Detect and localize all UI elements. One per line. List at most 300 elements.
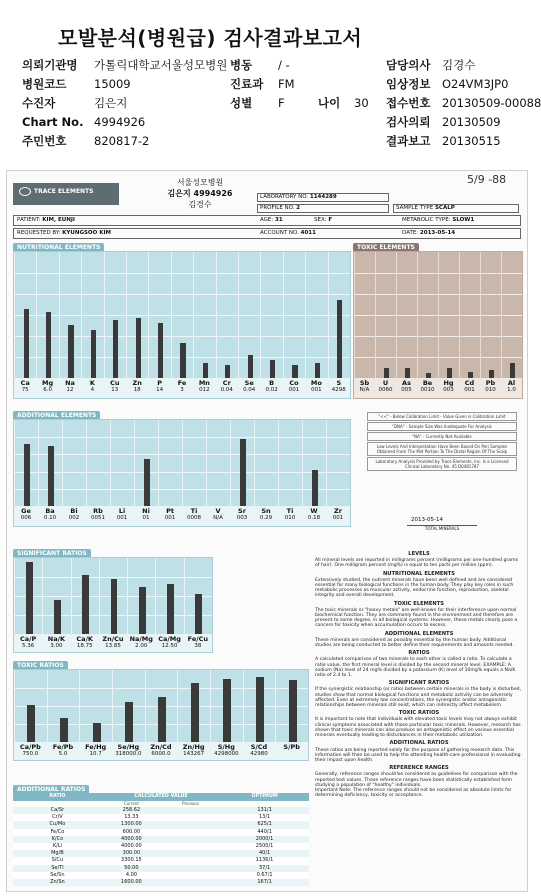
- table-cell: 0.67/1: [256, 871, 273, 878]
- gridline: [481, 273, 501, 274]
- element-symbol: Zr: [334, 507, 342, 515]
- table-row: [13, 843, 309, 850]
- gridline: [149, 294, 170, 295]
- field-label: 수진자: [22, 96, 56, 110]
- gridline: [111, 454, 134, 455]
- date-label: DATE:: [402, 230, 419, 236]
- table-cell: 4.00: [125, 871, 137, 878]
- data-bar: [225, 365, 230, 378]
- profile-label: PROFILE NO.: [260, 205, 295, 211]
- chart-column: [127, 558, 155, 634]
- element-value: 18: [133, 387, 141, 393]
- gridline: [15, 688, 47, 689]
- gridline: [87, 437, 110, 438]
- chart-column: [177, 670, 210, 742]
- gridline: [397, 357, 417, 358]
- element-value: 12.50: [161, 643, 178, 649]
- gridline: [207, 472, 230, 473]
- element-symbol: As: [402, 379, 411, 387]
- gridline: [329, 294, 350, 295]
- metabolic-type: SLOW1: [452, 217, 475, 223]
- ward-value: / -: [278, 58, 290, 72]
- gridline: [217, 315, 238, 316]
- table-cell: Mg/B: [51, 850, 64, 857]
- gridline: [183, 489, 206, 490]
- element-value: 14: [156, 387, 164, 393]
- gridline: [481, 336, 501, 337]
- gridline: [239, 294, 260, 295]
- gridline: [217, 294, 238, 295]
- gridline: [37, 273, 58, 274]
- element-symbol: Se/Hg: [117, 743, 140, 751]
- table-header-cell: CALCULATED VALUE: [134, 794, 188, 799]
- table-cell: [161, 836, 220, 843]
- account-number: 4011: [300, 230, 316, 236]
- clinical-info-value: O24VM3JP0: [442, 77, 509, 91]
- chart-column: [438, 252, 459, 378]
- element-value: 750.0: [22, 751, 39, 757]
- data-bar: [468, 372, 473, 378]
- field-label: 결과보고: [386, 134, 431, 148]
- gridline: [111, 489, 134, 490]
- table-cell: 2000/1: [255, 835, 274, 842]
- chart-column: [283, 252, 305, 378]
- element-value: 001: [164, 515, 176, 521]
- element-value: 0051: [91, 515, 105, 521]
- table-cell: [161, 829, 220, 836]
- chart-column: [396, 252, 417, 378]
- element-symbol: S/Hg: [217, 743, 235, 751]
- sex: F: [328, 217, 333, 223]
- element-symbol: Ca/Mg: [158, 635, 181, 643]
- gridline: [60, 273, 81, 274]
- gridline: [185, 577, 212, 578]
- table-row: [13, 865, 309, 872]
- element-symbol: Zn/Cd: [150, 743, 172, 751]
- table-cell: K/Co: [51, 835, 64, 842]
- gridline: [306, 315, 327, 316]
- requested-label: REQUESTED BY:: [17, 230, 61, 236]
- table-cell: 50.00: [124, 864, 139, 871]
- gridline: [303, 454, 326, 455]
- chart-column: [275, 670, 308, 742]
- additional-heading: ADDITIONAL ELEMENTS: [384, 630, 454, 637]
- gridline: [376, 294, 396, 295]
- gridline: [502, 357, 522, 358]
- gridline: [100, 577, 127, 578]
- sample-label: SAMPLE TYPE: [396, 205, 434, 211]
- chart-column: [14, 420, 38, 506]
- element-value: 002: [68, 515, 80, 521]
- element-symbol: Rb: [93, 507, 103, 515]
- gridline: [183, 437, 206, 438]
- element-symbol: Sb: [359, 379, 370, 387]
- data-bar: [256, 677, 264, 742]
- element-symbol: Ge: [21, 507, 31, 515]
- chart-column: [254, 420, 278, 506]
- toxic-ratios-chart: [13, 669, 309, 761]
- section-additional-ratios: ADDITIONAL RATIOS: [13, 785, 89, 794]
- additional-ratios-table: [13, 793, 309, 889]
- gridline: [87, 454, 110, 455]
- gridline: [355, 336, 375, 337]
- chart-column: [99, 558, 127, 634]
- chart-column: [110, 420, 134, 506]
- chart-column: [104, 252, 126, 378]
- gridline: [63, 437, 86, 438]
- gridline: [183, 454, 206, 455]
- gridline: [303, 437, 326, 438]
- table-cell: [161, 879, 220, 886]
- gridline: [502, 315, 522, 316]
- gridline: [261, 315, 282, 316]
- element-symbol: P: [157, 379, 162, 387]
- gridline: [15, 273, 36, 274]
- data-bar: [167, 584, 174, 634]
- data-bar: [426, 373, 431, 378]
- element-value: 0.04: [220, 387, 233, 393]
- chart-column: [36, 252, 58, 378]
- logo-icon: [19, 187, 31, 196]
- element-symbol: Mo: [310, 379, 322, 387]
- lab-date: 2013-05-14: [419, 230, 456, 236]
- element-value: 1.0: [507, 387, 516, 393]
- chart-column: [86, 420, 110, 506]
- element-value: 001: [464, 387, 475, 393]
- element-value: 0.04: [243, 387, 256, 393]
- gridline: [48, 688, 80, 689]
- section-additional: ADDITIONAL ELEMENTS: [13, 411, 100, 420]
- element-symbol: Be: [422, 379, 433, 387]
- table-cell: [161, 843, 220, 850]
- gridline: [194, 294, 215, 295]
- table-cell: Cr/V: [52, 814, 63, 821]
- element-value: 005: [401, 387, 412, 393]
- gridline: [306, 273, 327, 274]
- gridline: [306, 336, 327, 337]
- data-bar: [312, 470, 318, 506]
- chart-column: [14, 670, 47, 742]
- result-date-value: 20130515: [442, 134, 501, 148]
- element-symbol: Ba: [45, 507, 55, 515]
- data-bar: [158, 323, 163, 378]
- element-value: 4: [90, 387, 95, 393]
- table-row: [13, 814, 309, 821]
- gridline: [439, 315, 459, 316]
- table-cell: 167/1: [257, 878, 272, 885]
- gridline: [207, 437, 230, 438]
- gridline: [261, 336, 282, 337]
- legend-item: "NA" - Currently Not Available: [367, 432, 517, 441]
- gridline: [127, 273, 148, 274]
- table-cell: 4000.00: [121, 842, 142, 849]
- element-symbol: Sr: [238, 507, 246, 515]
- gridline: [439, 336, 459, 337]
- element-value: 5.0: [58, 751, 68, 757]
- data-bar: [54, 600, 61, 634]
- field-label: 임상정보: [386, 77, 431, 91]
- element-symbol: Ti: [190, 507, 198, 515]
- data-bar: [195, 594, 202, 634]
- gridline: [481, 357, 501, 358]
- data-bar: [315, 363, 320, 378]
- gridline: [39, 437, 62, 438]
- gridline: [63, 489, 86, 490]
- element-symbol: K: [89, 379, 95, 387]
- table-cell: K/Li: [52, 842, 62, 849]
- ref-note: Important Note: The reference ranges should not be considered as absolute limits for determining deficiency, toxicity or acceptance.: [315, 787, 512, 799]
- nutritional-chart: [13, 251, 351, 399]
- chart-column: [459, 252, 480, 378]
- gridline: [327, 454, 350, 455]
- chart-column: [243, 670, 276, 742]
- report-title: 모발분석(병원급) 검사결과보고서: [58, 26, 363, 50]
- element-symbol: U: [382, 379, 389, 387]
- chart-column: [79, 670, 112, 742]
- report-header-fields: [22, 58, 541, 150]
- field-label: 의뢰기관명: [22, 58, 78, 72]
- chart-column: [112, 670, 145, 742]
- data-bar: [248, 355, 253, 378]
- gridline: [128, 577, 155, 578]
- table-cell: 1600.00: [121, 878, 142, 885]
- element-symbol: Mn: [198, 379, 210, 387]
- gridline: [255, 454, 278, 455]
- chart-column: [126, 252, 148, 378]
- element-symbol: Na/K: [47, 635, 66, 643]
- gridline: [397, 336, 417, 337]
- nutritional-heading: NUTRITIONAL ELEMENTS: [382, 570, 456, 577]
- element-symbol: Ca/P: [19, 635, 37, 643]
- gridline: [418, 273, 438, 274]
- toxic-chart: [353, 251, 523, 399]
- table-cell: Ca/Sr: [50, 807, 65, 813]
- gridline: [418, 336, 438, 337]
- doctor-value: 김경수: [442, 58, 476, 72]
- field-label: 접수번호: [386, 96, 431, 110]
- toxic-text: The toxic minerals or "heavy metals" are well-known for their interference upon normal biochemical function. They are commonly found in the environment and therefore are present to some degree, in all biological systems. However, these metals clearly pose a concern for toxicity when accumulation occurs to excess.: [315, 607, 518, 629]
- gridline: [172, 336, 193, 337]
- chart-column: [134, 420, 158, 506]
- table-header-cell: RATIO: [49, 794, 66, 799]
- data-bar: [447, 368, 452, 378]
- chart-column: [305, 252, 327, 378]
- gridline: [439, 294, 459, 295]
- info-text-column: [315, 549, 523, 889]
- chart-column: [145, 670, 178, 742]
- chart-column: [480, 252, 501, 378]
- data-bar: [240, 439, 246, 506]
- gridline: [127, 294, 148, 295]
- gridline: [48, 706, 80, 707]
- chart-column: [216, 252, 238, 378]
- significant-ratios-chart: [13, 557, 213, 653]
- element-value: 13.85: [105, 643, 121, 649]
- gridline: [172, 315, 193, 316]
- element-symbol: Ca/Pb: [19, 743, 41, 751]
- signature-date: 2013-05-14: [411, 517, 443, 523]
- element-symbol: Cd: [464, 379, 475, 387]
- element-value: 4298: [331, 387, 346, 393]
- table-cell: S/Cu: [51, 857, 64, 864]
- data-bar: [489, 370, 494, 378]
- element-value: 001: [288, 387, 300, 393]
- gridline: [502, 336, 522, 337]
- chart-column: [184, 558, 212, 634]
- gridline: [159, 437, 182, 438]
- data-bar: [289, 680, 297, 742]
- gridline: [355, 315, 375, 316]
- table-cell: [161, 850, 220, 857]
- table-cell: 1300.00: [121, 821, 142, 828]
- chart-number-value: 4994926: [94, 115, 146, 129]
- request-date-value: 20130509: [442, 115, 501, 129]
- institution-value: 가톨릭대학교서울성모병원: [94, 58, 228, 72]
- field-label: 주민번호: [22, 134, 67, 148]
- data-bar: [405, 368, 410, 378]
- table-cell: Cu/Mo: [49, 821, 66, 828]
- element-symbol: Fe: [177, 379, 187, 387]
- gridline: [460, 294, 480, 295]
- table-row: [13, 872, 309, 879]
- levels-heading: LEVELS: [408, 551, 430, 557]
- data-bar: [68, 325, 73, 378]
- data-bar: [180, 343, 185, 378]
- gridline: [149, 273, 170, 274]
- chart-column: [14, 558, 42, 634]
- gridline: [376, 357, 396, 358]
- ratios-text: A calculated comparison of two minerals to each other is called a ratio. To calculate a ratio value, the first mineral level is divided by the second mineral level. EXAMPLE: A sodium (Na) level of 24 mg% divided by a potassium (K) level of 10mg% equals a Na/K ratio of 2.4 to 1.: [315, 657, 516, 679]
- table-cell: [161, 865, 220, 872]
- table-header: [13, 793, 309, 801]
- element-value: N/A: [213, 515, 223, 521]
- chart-column: [375, 252, 396, 378]
- element-value: 001: [116, 515, 128, 521]
- gridline: [327, 472, 350, 473]
- element-value: 2.00: [135, 643, 148, 649]
- gridline: [159, 489, 182, 490]
- age: 31: [275, 217, 283, 223]
- gridline: [239, 336, 260, 337]
- department-value: FM: [278, 77, 295, 91]
- element-symbol: Co: [289, 379, 299, 387]
- gridline: [279, 472, 302, 473]
- data-bar: [24, 309, 29, 378]
- table-cell: 131/1: [257, 807, 272, 813]
- gridline: [239, 315, 260, 316]
- element-value: N/A: [359, 387, 370, 393]
- element-value: 318000.0: [115, 751, 142, 757]
- table-header-cell: OPTIMUM: [251, 794, 278, 799]
- request-row: [13, 228, 521, 239]
- chart-column: [278, 420, 302, 506]
- gridline: [255, 472, 278, 473]
- nutritional-text: Extensively studied, the nutrient minerals have been well defined and are considered essential for many biological functions in the human body. They play key roles in such metabolic processes as muscular activity, endocrine function, reproduction, skeletal integrity and overall development.: [315, 577, 514, 599]
- chart-column: [59, 252, 81, 378]
- section-significant-ratios: SIGNIFICANT RATIOS: [13, 549, 91, 558]
- gridline: [172, 294, 193, 295]
- table-row: [13, 807, 309, 814]
- table-cell: 4000.00: [121, 835, 142, 842]
- table-cell: Se/Sn: [50, 871, 65, 878]
- gridline: [194, 273, 215, 274]
- gridline: [63, 454, 86, 455]
- table-cell: Fe/Co: [50, 828, 65, 835]
- stamp-patient: 김은지 4994926: [167, 189, 233, 198]
- gridline: [327, 437, 350, 438]
- element-value: 6000.0: [151, 751, 171, 757]
- account-label: ACCOUNT NO.: [260, 230, 299, 236]
- gridline: [460, 273, 480, 274]
- element-value: 003: [236, 515, 248, 521]
- gridline: [111, 437, 134, 438]
- chart-column: [38, 420, 62, 506]
- sig-heading: SIGNIFICANT RATIOS: [388, 680, 450, 687]
- data-bar: [337, 300, 342, 378]
- gridline: [15, 437, 38, 438]
- chart-column: [210, 670, 243, 742]
- gridline: [279, 454, 302, 455]
- gridline: [105, 273, 126, 274]
- gridline: [279, 437, 302, 438]
- patient-name: KIM, EUNJI: [42, 217, 75, 223]
- table-cell: [161, 872, 220, 879]
- section-toxic: TOXIC ELEMENTS: [353, 243, 419, 252]
- trace-elements-logo: [13, 183, 119, 205]
- chart-column: [501, 252, 522, 378]
- gridline: [135, 454, 158, 455]
- gridline: [439, 273, 459, 274]
- table-cell: 625/1: [257, 821, 272, 828]
- gridline: [207, 489, 230, 490]
- data-bar: [384, 368, 389, 378]
- element-symbol: Al: [507, 379, 516, 387]
- element-value: 6.0: [43, 387, 52, 393]
- gridline: [217, 336, 238, 337]
- levels-text: All mineral levels are reported in milligrams percent (milligrams per one-hundred grams of hair). One milligram percent (mg%) is equal to ten parts per million (ppm).: [315, 558, 518, 569]
- additional-text: These minerals are considered as possibly essential by the human body. Additional studies are being conducted to better define their requirements and amounts needed.: [315, 637, 514, 649]
- element-symbol: Fe/Cu: [187, 635, 209, 643]
- data-bar: [191, 683, 199, 742]
- lab-number: 1144289: [309, 194, 337, 200]
- element-symbol: Mg: [42, 379, 54, 387]
- table-row: [13, 879, 309, 886]
- field-label: 성별: [230, 96, 253, 110]
- gridline: [183, 472, 206, 473]
- data-bar: [510, 363, 515, 378]
- table-cell: Se/Tl: [51, 864, 64, 871]
- element-symbol: Ca/K: [76, 635, 93, 643]
- element-symbol: S/Cd: [250, 743, 268, 751]
- field-label: 병원코드: [22, 77, 67, 91]
- data-bar: [48, 446, 54, 506]
- data-bar: [223, 679, 231, 742]
- data-bar: [203, 363, 208, 378]
- addratio-text: These ratios are being reported solely for the purpose of gathering research data. This information will then be used to help the attending health-care professional in evaluating their impact upon health.: [315, 747, 521, 763]
- chart-column: [417, 252, 438, 378]
- gridline: [113, 688, 145, 689]
- element-value: 006: [20, 515, 32, 521]
- data-bar: [82, 575, 89, 634]
- gridline: [418, 357, 438, 358]
- element-value: 75: [21, 387, 29, 393]
- hospital-code-value: 15009: [94, 77, 131, 91]
- sex-label: SEX:: [314, 217, 327, 223]
- metabolic-label: METABOLIC TYPE:: [402, 217, 451, 223]
- table-cell: [161, 821, 220, 828]
- element-value: 003: [443, 387, 454, 393]
- element-value: 0060: [378, 387, 393, 393]
